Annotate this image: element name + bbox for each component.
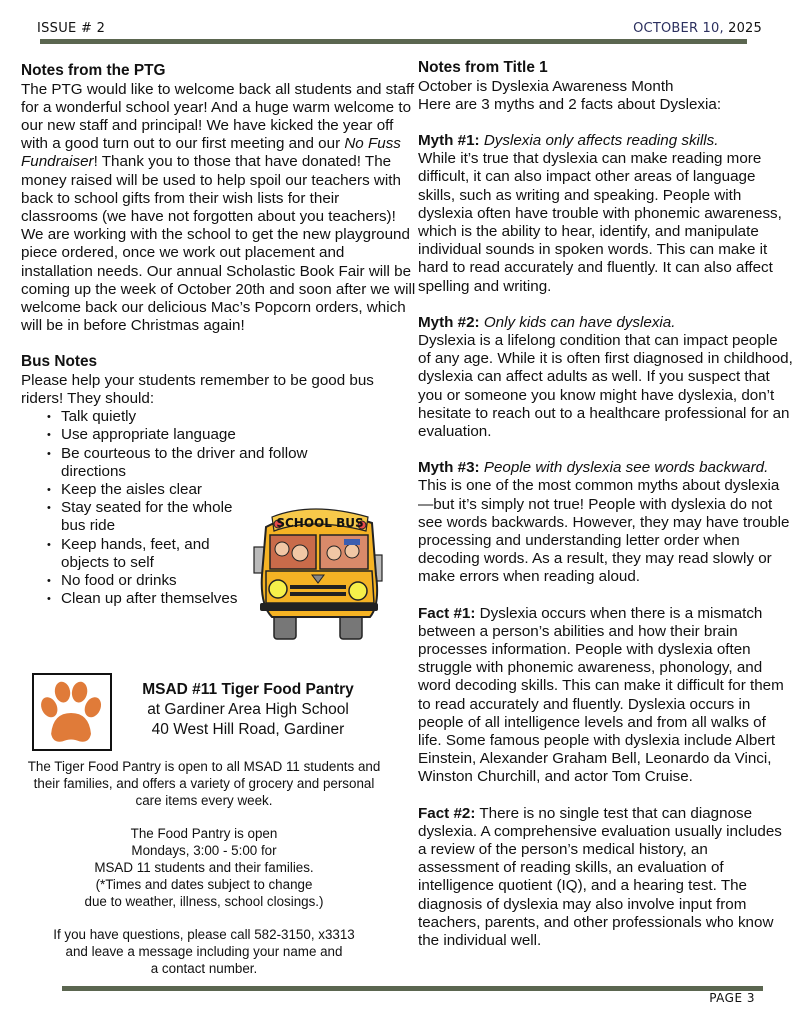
- header-divider: [40, 39, 747, 44]
- ptg-text-1: The PTG would like to welcome back all students and staff for a wonderful school year! And a huge warm welcome to our new staff and principal! We have kicked the year off with a good turn out to our first meeting and our: [21, 80, 415, 153]
- issue-number: ISSUE # 2: [37, 21, 106, 36]
- contact-line: If you have questions, please call 582-3150, x3313: [53, 927, 355, 943]
- page-number: PAGE 3: [709, 991, 755, 1005]
- pantry-location: at Gardiner Area High School: [147, 701, 349, 718]
- pantry-description: The Tiger Food Pantry is open to all MSAD 11 students and their families, and offers a variety of grocery and personal care items every week.: [27, 759, 381, 808]
- fact-label: Fact #1:: [418, 604, 476, 622]
- fundraiser-name: No Fuss Fundraiser: [21, 135, 401, 171]
- list-item: • Keep hands, feet, and objects to self: [47, 536, 216, 572]
- list-item: • Use appropriate language: [47, 426, 416, 444]
- myth-body: This is one of the most common myths about dyslexia—but it’s simply not true! People with dyslexia do not see words backwards. However, they may have trouble processing and understanding letter order when decoding words. As a result, they may read slowly or make errors when reading aloud.: [418, 477, 790, 586]
- ptg-heading: Notes from the PTG: [21, 62, 166, 79]
- pantry-contact: [20, 927, 388, 977]
- pantry-hours: [20, 826, 388, 910]
- pantry-body: [20, 759, 388, 978]
- title1-intro-2: Here are 3 myths and 2 facts about Dyslexia:: [418, 95, 722, 113]
- myth-statement: Only kids can have dyslexia.: [479, 313, 676, 331]
- list-item: • Talk quietly: [47, 408, 416, 426]
- myth-label: Myth #2:: [418, 313, 480, 331]
- right-column: [418, 59, 793, 950]
- fact-label: Fact #2:: [418, 804, 476, 822]
- hours-line: Mondays, 3:00 - 5:00 for: [131, 843, 277, 859]
- date-month-day: OCTOBER 10,: [633, 21, 724, 36]
- contact-line: and leave a message including your name and: [65, 944, 343, 960]
- pantry-header: [118, 680, 378, 740]
- list-item: • Stay seated for the whole bus ride: [47, 499, 261, 535]
- list-item: • Clean up after themselves: [47, 590, 416, 608]
- bus-heading: Bus Notes: [21, 353, 98, 371]
- pantry-title: MSAD #11 Tiger Food Pantry: [142, 681, 354, 698]
- fact-body: Dyslexia occurs when there is a mismatch between a person’s abilities and how their brain processes information. People with dyslexia often struggle with phonemic awareness, phonology, and word decoding skills. This can make it difficult for them to read accurately and fluently. Dyslexia occurs in people of all intelligence levels and from all walks of life. Some famous people with dyslexia include Albert Einstein, Alexander Graham Bell, Leonardo da Vinci, Winston Churchill, and actor Tom Cruise.: [418, 604, 784, 786]
- list-item: • Be courteous to the driver and follow directions: [47, 445, 361, 481]
- school-bus-illustration: [252, 505, 384, 640]
- ptg-body: [21, 81, 416, 336]
- myth-statement: People with dyslexia see words backward.: [479, 459, 769, 477]
- myth-2: [418, 314, 793, 441]
- paw-print-icon: [34, 675, 110, 749]
- myth-statement: Dyslexia only affects reading skills.: [479, 131, 719, 149]
- fact-body: There is no single test that can diagnose dyslexia. A comprehensive evaluation usually includes a review of the person’s medical history, an assessment of reading skills, an evaluation of intelligence quotient (IQ), and a hearing test. The diagnosis of dyslexia may also involve input from teachers, parents, and other professionals who know the individual well.: [418, 804, 782, 950]
- myth-body: While it’s true that dyslexia can make reading more difficult, it can also impact other areas of language skills, such as writing and speaking. People with dyslexia often have trouble with phonemic awareness, which is the ability to hear, identify, and manipulate individual sounds in spoken words. This can make it hard to read accurately and fluently. It can also affect spelling and writing.: [418, 150, 782, 295]
- title1-intro-1: October is Dyslexia Awareness Month: [418, 77, 674, 95]
- tiger-paw-logo: [32, 673, 112, 751]
- myth-body: Dyslexia is a lifelong condition that can impact people of any age. While it is often first diagnosed in childhood, dyslexia can affect adults as well. If you suspect that you or someone you know might have dyslexia, don’t hesitate to reach out to a healthcare professional for an evaluation.: [418, 331, 793, 440]
- ptg-section: [21, 62, 416, 335]
- myth-3: [418, 459, 793, 586]
- myth-label: Myth #3:: [418, 459, 480, 477]
- list-item: • No food or drinks: [47, 572, 416, 590]
- hours-line: The Food Pantry is open: [130, 826, 278, 842]
- myth-label: Myth #1:: [418, 131, 480, 149]
- hours-line: due to weather, illness, school closings.): [84, 893, 324, 909]
- fact-1: [418, 605, 793, 787]
- title1-heading: Notes from Title 1: [418, 59, 548, 76]
- fact-2: [418, 805, 793, 951]
- footer-divider: [62, 986, 763, 991]
- myth-1: [418, 132, 793, 296]
- pantry-address: 40 West Hill Road, Gardiner: [151, 721, 345, 738]
- bus-intro: Please help your students remember to be good bus riders! They should:: [21, 371, 374, 408]
- hours-line: MSAD 11 students and their families.: [94, 859, 314, 875]
- issue-date: [633, 21, 762, 36]
- ptg-text-2: ! Thank you to those that have donated! The money raised will be used to help spoil our teachers with back to school gifts from their wish lists for their classrooms (we have not forgotten about you teachers)! We are working with the school to get the new playground piece ordered, once we work out placement and installation needs. Our annual Scholastic Book Fair will be coming up the week of October 20th and soon after we will welcome back our delicious Mac’s Popcorn orders, which will be in before Christmas again!: [21, 153, 416, 335]
- hours-line: (*Times and dates subject to change: [95, 876, 313, 892]
- bus-sign-text: SCHOOL BUS: [276, 516, 364, 530]
- date-year: 2025: [723, 21, 762, 36]
- contact-line: a contact number.: [150, 960, 258, 976]
- list-item: • Keep the aisles clear: [47, 481, 416, 499]
